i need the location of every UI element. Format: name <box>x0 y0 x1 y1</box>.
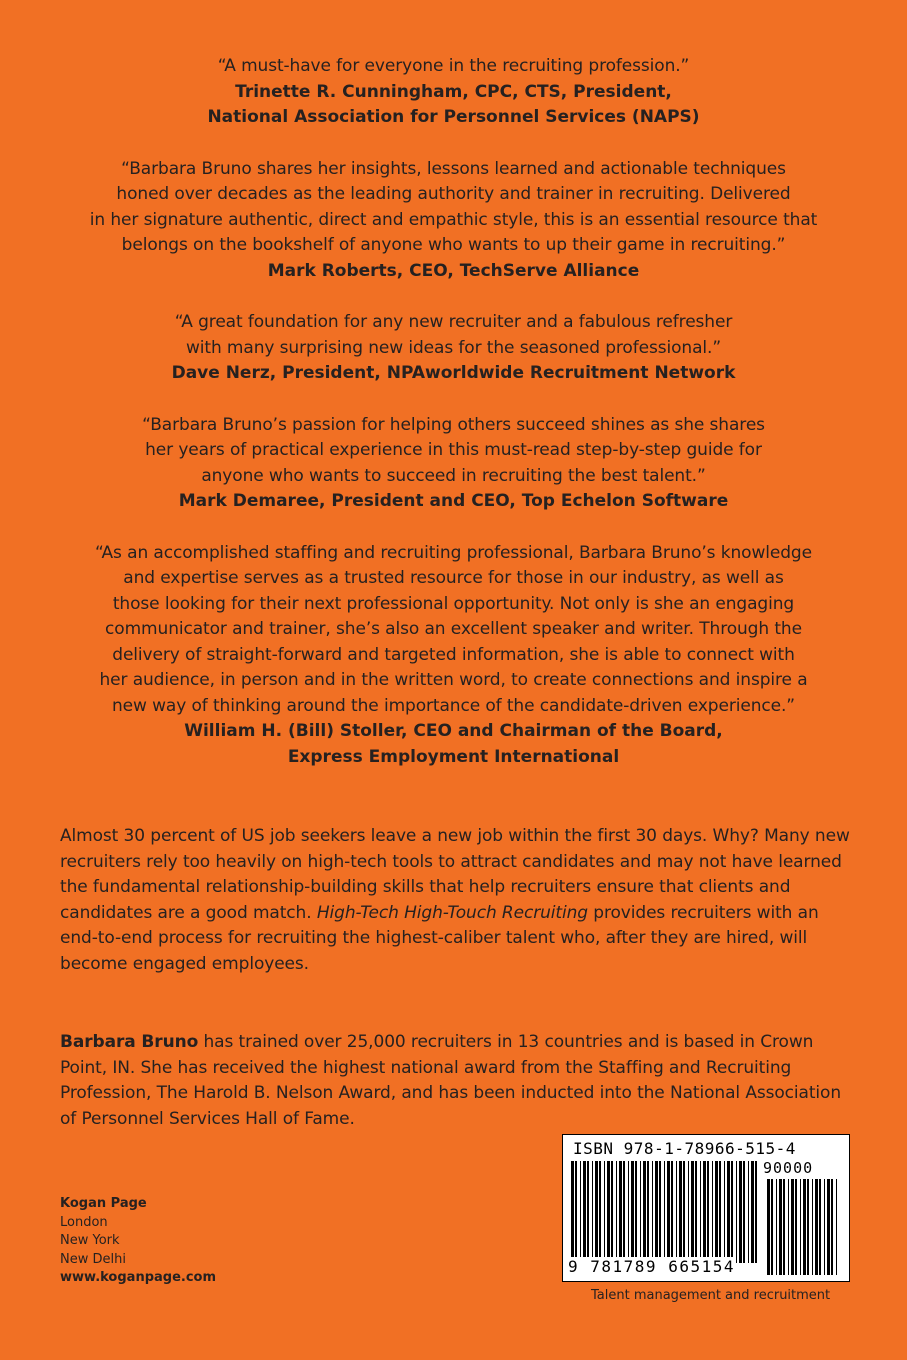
barcode-bar <box>779 1179 782 1275</box>
barcode-bar <box>751 1161 754 1263</box>
barcode-bar <box>635 1161 637 1263</box>
barcode-bar <box>676 1161 677 1263</box>
barcode-bar <box>727 1161 730 1263</box>
barcode-bar <box>791 1179 794 1275</box>
barcode-bar <box>812 1179 813 1275</box>
barcode-bar <box>800 1179 801 1275</box>
publisher-city: New Delhi <box>60 1251 126 1267</box>
barcode-bar <box>836 1179 837 1275</box>
isbn-barcode <box>562 1134 850 1282</box>
barcode-bar <box>571 1161 574 1263</box>
barcode-bar <box>575 1161 577 1263</box>
quote-text: “As an accomplished staffing and recruiting professional, Barbara Bruno’s knowledge and expertise serves as a trusted resource for those in our industry, as well as those looking for their next professional opportunity. Not only is she an engaging communicator and trainer, she’s also an excellent speaker and writer. Through the delivery of straight-forward and targeted information, she is able to connect with her audience, in person and in the written word, to create connections and inspire a new way of thinking around the importance of the candidate-driven experience.” <box>95 542 812 716</box>
barcode-bar <box>583 1161 586 1263</box>
barcode-bar <box>691 1161 694 1263</box>
endorsement-5 <box>0 541 907 771</box>
barcode-bar <box>655 1161 658 1263</box>
barcode-bar <box>807 1179 809 1275</box>
barcode-bar <box>688 1161 689 1263</box>
book-description: Almost 30 percent of US job seekers leave a new job within the first 30 days. Why? Many new recruiters rely too heavily on high-tech tools to attract candidates and may not have learned the fundamental relationship-building skills that help recruiters ensure that clients and candidates are a good match. High-Tech High-Touch Recruiting provides recruiters with an end-to-end process for recruiting the highest-caliber talent who, after they are hired, will become engaged employees. <box>60 826 850 974</box>
barcode-bar <box>724 1161 725 1263</box>
barcode-bar <box>611 1161 613 1263</box>
barcode-bar <box>743 1161 745 1263</box>
barcode-bar <box>679 1161 682 1263</box>
ean-bars <box>571 1161 757 1263</box>
quote-attribution: Dave Nerz, President, NPAworldwide Recruitment Network <box>171 363 736 383</box>
barcode-bar <box>703 1161 706 1263</box>
author-bio: Barbara Bruno has trained over 25,000 recruiters in 13 countries and is based in Crown Point, IN. She has received the highest national award from the Staffing and Recruiting Profession, The Harold B. Nelson Award, and has been inducted into the National Association of Personnel Services Hall of Fame. <box>60 1032 842 1129</box>
barcode-bar <box>628 1161 629 1263</box>
publisher-name: Kogan Page <box>60 1196 147 1211</box>
quote-text: “Barbara Bruno shares her insights, lessons learned and actionable techniques honed over decades as the leading authority and trainer in recruiting. Delivered in her signature authentic, direct and empathic style, this is an essential resource that belongs on the bookshelf of anyone who wants to up their game in recruiting.” <box>89 158 818 255</box>
barcode-bar <box>815 1179 818 1275</box>
barcode-bar <box>607 1161 610 1263</box>
barcode-bar <box>592 1161 593 1263</box>
barcode-bar <box>755 1161 757 1263</box>
barcode-bar <box>715 1161 718 1263</box>
quote-attribution: Trinette R. Cunningham, CPC, CTS, President, National Association for Personnel Services (NAPS) <box>207 81 700 127</box>
barcode-bar <box>659 1161 661 1263</box>
endorsement-3 <box>0 310 907 387</box>
publisher-city: London <box>60 1214 108 1230</box>
barcode-bar <box>827 1179 830 1275</box>
barcode-bar <box>587 1161 589 1263</box>
barcode-bar <box>647 1161 649 1263</box>
price-code: 90000 <box>763 1159 814 1177</box>
barcode-bar <box>604 1161 605 1263</box>
barcode-bar <box>667 1161 670 1263</box>
barcode-bar <box>767 1179 770 1275</box>
price-addon-bars <box>767 1179 837 1275</box>
barcode-bar <box>803 1179 806 1275</box>
quote-attribution: Mark Roberts, CEO, TechServe Alliance <box>267 260 640 281</box>
barcode-bar <box>783 1179 785 1275</box>
barcode-bar <box>771 1179 773 1275</box>
endorsement-1 <box>0 54 907 131</box>
barcode-bar <box>671 1161 673 1263</box>
barcode-bar <box>739 1161 742 1263</box>
barcode-bar <box>788 1179 789 1275</box>
barcode-bar <box>712 1161 713 1263</box>
barcode-bar <box>619 1161 622 1263</box>
publisher-url[interactable]: www.koganpage.com <box>60 1270 217 1285</box>
barcode-bar <box>695 1161 697 1263</box>
endorsements <box>0 54 907 796</box>
ean-digits: 9 781789 665154 <box>568 1257 735 1276</box>
publisher-city: New York <box>60 1233 120 1248</box>
endorsement-2 <box>0 157 907 285</box>
quote-text: “A must-have for everyone in the recruiting profession.” <box>217 56 690 76</box>
barcode-bar <box>631 1161 634 1263</box>
quote-text: “Barbara Bruno’s passion for helping others succeed shines as she shares her years of practical experience in this must-read step-by-step guide for anyone who wants to succeed in recruiting the best talent.” <box>142 414 765 486</box>
barcode-bar <box>683 1161 685 1263</box>
barcode-bar <box>643 1161 646 1263</box>
barcode-bar <box>731 1161 733 1263</box>
quote-text: “A great foundation for any new recruiter and a fabulous refresher with many surprising new ideas for the seasoned professional.” <box>174 312 733 358</box>
barcode-bar <box>819 1179 821 1275</box>
subject-category: Talent management and recruitment <box>591 1288 831 1303</box>
endorsement-4 <box>0 413 907 515</box>
barcode-bar <box>700 1161 701 1263</box>
publisher-info <box>60 1195 216 1288</box>
barcode-bar <box>748 1161 749 1263</box>
barcode-bar <box>652 1161 653 1263</box>
barcode-bar <box>736 1161 737 1263</box>
author-name: Barbara Bruno <box>60 1032 199 1052</box>
barcode-bar <box>616 1161 617 1263</box>
quote-attribution: Mark Demaree, President and CEO, Top Echelon Software <box>178 491 729 511</box>
quote-attribution: William H. (Bill) Stoller, CEO and Chairman of the Board, Express Employment International <box>184 721 723 767</box>
barcode-bar <box>664 1161 665 1263</box>
barcode-bar <box>580 1161 581 1263</box>
isbn-label: ISBN 978-1-78966-515-4 <box>573 1139 796 1158</box>
barcode-bar <box>776 1179 777 1275</box>
barcode-bar <box>707 1161 709 1263</box>
barcode-bar <box>795 1179 797 1275</box>
book-title: High-Tech High-Touch Recruiting <box>316 902 588 923</box>
barcode-bar <box>719 1161 721 1263</box>
barcode-bar <box>599 1161 601 1263</box>
barcode-bar <box>640 1161 641 1263</box>
barcode-bar <box>595 1161 598 1263</box>
barcode-bar <box>824 1179 825 1275</box>
barcode-bar <box>623 1161 625 1263</box>
barcode-bar <box>831 1179 833 1275</box>
